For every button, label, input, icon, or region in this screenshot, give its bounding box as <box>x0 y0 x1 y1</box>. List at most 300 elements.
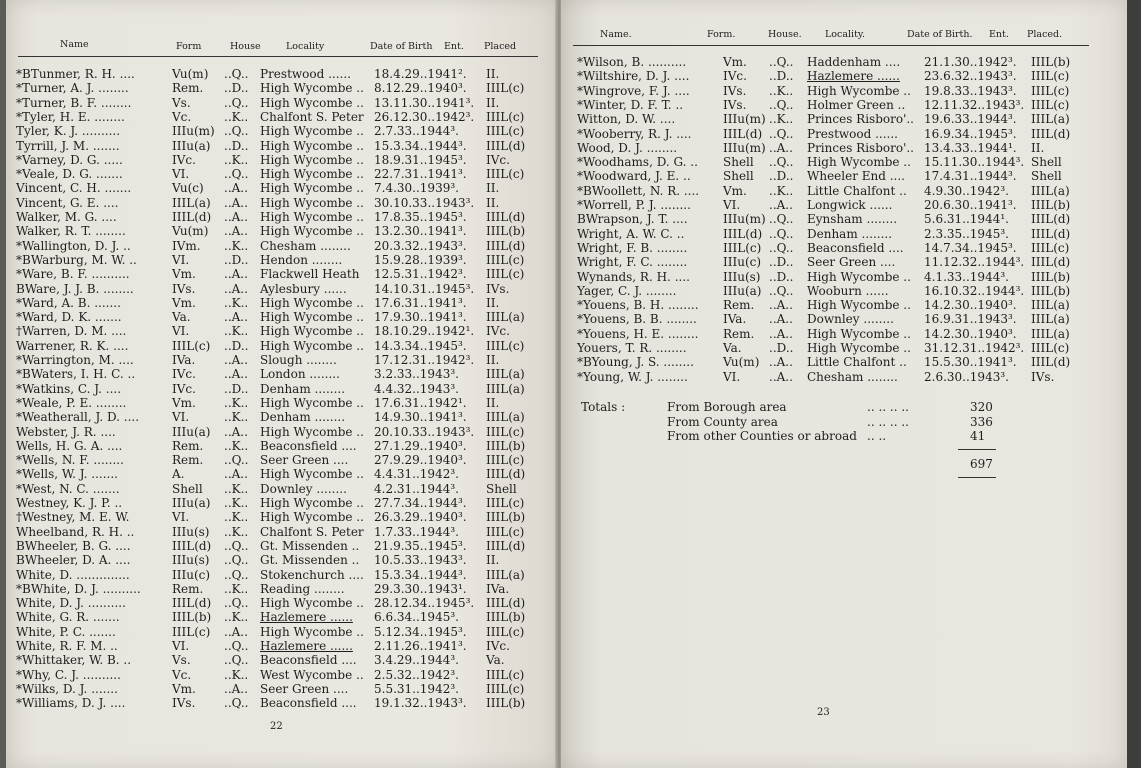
table-row <box>16 396 546 410</box>
cell-house: ..Q.. <box>224 124 249 139</box>
cell-placed: IIIL(b) <box>486 696 526 711</box>
cell-placed: II. <box>486 395 500 410</box>
cell-house: ..K.. <box>224 438 249 453</box>
cell-house: ..Q.. <box>769 226 794 241</box>
table-row <box>577 69 1107 83</box>
cell-form: IIIu(m) <box>723 140 766 155</box>
cell-form: IIIL(c) <box>723 240 762 255</box>
cell-dob-ent: 10.5.33..1943³. <box>374 553 467 568</box>
cell-locality: Gt. Missenden .. <box>260 553 360 568</box>
cell-locality: Little Chalfont .. <box>807 355 907 370</box>
cell-name: *Veale, D. G. ....... <box>16 167 123 182</box>
table-row <box>16 525 546 539</box>
cell-locality: High Wycombe .. <box>807 341 911 355</box>
cell-name: *Woodward, J. E. .. <box>577 169 691 184</box>
cell-house: ..D.. <box>224 338 249 353</box>
cell-house: ..D.. <box>769 269 794 284</box>
cell-house: ..A.. <box>769 298 793 313</box>
totals-line <box>667 429 1017 444</box>
table-row <box>16 210 546 224</box>
table-row <box>577 141 1107 155</box>
cell-placed: Shell <box>486 481 517 496</box>
cell-form: Vm. <box>723 183 747 198</box>
cell-house: ..Q.. <box>224 538 249 553</box>
cell-name: White, D. J. .......... <box>16 596 126 611</box>
table-row <box>16 682 546 696</box>
cell-name: *Turner, A. J. ........ <box>16 81 129 96</box>
cell-dob-ent: 18.10.29..1942¹. <box>374 324 475 339</box>
cell-locality: Chalfont S. Peter <box>260 109 364 124</box>
cell-house: ..A.. <box>769 198 793 212</box>
cell-form: Vm. <box>172 395 196 410</box>
header-locality: Locality <box>286 41 325 52</box>
cell-locality: Prestwood ...... <box>807 126 898 141</box>
cell-house: ..A.. <box>769 140 793 155</box>
cell-form: VI. <box>172 639 190 653</box>
cell-dob-ent: 3.4.29..1944³. <box>374 653 459 668</box>
cell-name: Wells, H. G. A. .... <box>16 438 123 453</box>
table-row <box>16 96 546 110</box>
table-row <box>16 124 546 138</box>
cell-dob-ent: 4.1.33..1944³. <box>924 269 1009 284</box>
cell-dob-ent: 30.10.33..1943³. <box>374 195 475 210</box>
cell-placed: IIIL(c) <box>486 453 525 468</box>
cell-locality: Wheeler End .... <box>807 169 905 184</box>
cell-name: *BWaters, I. H. C. .. <box>16 367 136 382</box>
cell-name: *Ware, B. F. .......... <box>16 267 130 282</box>
cell-house: ..Q.. <box>224 696 249 711</box>
cell-locality: Longwick ...... <box>807 198 893 212</box>
cell-locality: Haddenham .... <box>807 55 901 69</box>
cell-placed: IVs. <box>1031 369 1055 384</box>
table-row <box>16 110 546 124</box>
cell-locality: High Wycombe .. <box>260 624 364 639</box>
cell-house: ..Q.. <box>769 240 794 255</box>
cell-locality: Wooburn ...... <box>807 283 889 298</box>
cell-house: ..A.. <box>224 353 248 367</box>
table-row <box>16 568 546 582</box>
cell-form: Rem. <box>172 581 204 596</box>
cell-name: Witton, D. W. .... <box>577 112 676 127</box>
cell-form: IVc. <box>172 381 196 396</box>
cell-locality: Stokenchurch .... <box>260 567 364 582</box>
cell-dob-ent: 19.1.32..1943³. <box>374 696 467 711</box>
cell-placed: IIIL(d) <box>486 538 526 553</box>
cell-name: *Wells, W. J. ....... <box>16 467 118 482</box>
totals-rule-bottom <box>958 477 996 478</box>
cell-placed: IIIL(d) <box>1031 212 1071 227</box>
cell-dob-ent: 17.8.35..1945³. <box>374 210 467 224</box>
cell-name: Wright, F. C. ........ <box>577 255 688 270</box>
cell-locality: Prestwood ...... <box>260 67 351 81</box>
cell-name: *Weale, P. E. ........ <box>16 395 127 410</box>
table-row <box>16 410 546 424</box>
cell-form: Rem. <box>723 298 755 313</box>
cell-dob-ent: 27.7.34..1944³. <box>374 496 467 510</box>
cell-placed: IIIL(d) <box>486 138 526 153</box>
cell-house: ..Q.. <box>769 55 794 69</box>
table-row <box>16 310 546 324</box>
cell-form: VI. <box>172 167 190 182</box>
page-number-right: 23 <box>817 707 830 718</box>
cell-house: ..A.. <box>224 624 248 639</box>
cell-locality: Chesham ........ <box>260 238 351 253</box>
cell-house: ..K.. <box>224 667 249 682</box>
cell-house: ..K.. <box>224 581 249 596</box>
cell-placed: IIIL(b) <box>1031 283 1071 298</box>
cell-house: ..K.. <box>224 481 249 496</box>
cell-name: *BWhite, D. J. .......... <box>16 581 141 596</box>
cell-house: ..Q.. <box>224 553 249 568</box>
header-house: House. <box>768 29 802 40</box>
cell-dob-ent: 8.12.29..1940³. <box>374 81 467 96</box>
cell-dob-ent: 17.6.31..1942¹. <box>374 395 467 410</box>
cell-placed: IIIL(d) <box>1031 355 1071 370</box>
cell-placed: IIIL(c) <box>486 338 525 353</box>
cell-name: *Youens, B. B. ........ <box>577 312 697 327</box>
cell-name: *Turner, B. F. ........ <box>16 95 132 110</box>
totals-line <box>667 415 1017 430</box>
cell-house: ..D.. <box>224 381 249 396</box>
cell-locality: High Wycombe .. <box>260 167 364 182</box>
cell-house: ..D.. <box>769 69 794 84</box>
table-row <box>577 255 1107 269</box>
cell-locality: High Wycombe .. <box>807 298 911 313</box>
cell-form: VI. <box>172 510 190 525</box>
cell-form: Vc. <box>172 109 192 124</box>
totals-dots: .. .. .. .. <box>867 400 909 414</box>
cell-house: ..A.. <box>769 326 793 341</box>
cell-dob-ent: 20.6.30..1941³. <box>924 198 1017 212</box>
cell-dob-ent: 12.5.31..1942³. <box>374 267 467 282</box>
cell-name: *Wooberry, R. J. .... <box>577 126 692 141</box>
cell-name: *Worrell, P. J. ........ <box>577 198 691 212</box>
cell-placed: Shell <box>1031 169 1062 184</box>
cell-placed: IIIL(a) <box>1031 112 1070 127</box>
cell-dob-ent: 28.12.34..1945³. <box>374 596 475 611</box>
cell-locality: Aylesbury ...... <box>260 281 347 296</box>
cell-name: *Williams, D. J. .... <box>16 696 126 711</box>
cell-name: *BWoollett, N. R. .... <box>577 183 700 198</box>
cell-name: BWheeler, B. G. .... <box>16 538 131 553</box>
cell-house: ..A.. <box>769 369 793 384</box>
header-dob: Date of Birth <box>370 41 433 52</box>
cell-dob-ent: 2.7.33..1944³. <box>374 124 459 139</box>
table-row <box>16 539 546 553</box>
cell-placed: IIIL(c) <box>486 496 525 510</box>
cell-form: IIIL(c) <box>172 338 211 353</box>
cell-locality: High Wycombe .. <box>260 195 364 210</box>
cell-locality: Princes Risboro'.. <box>807 112 914 127</box>
cell-form: Rem. <box>172 81 204 96</box>
header-name: Name <box>60 39 89 50</box>
cell-form: Vu(c) <box>172 181 204 196</box>
table-row <box>16 439 546 453</box>
cell-house: ..K.. <box>224 395 249 410</box>
cell-locality: Seer Green .... <box>260 681 349 696</box>
cell-dob-ent: 3.2.33..1943³. <box>374 367 459 382</box>
cell-form: IIIu(a) <box>172 424 211 439</box>
table-row <box>16 467 546 481</box>
cell-form: IVc. <box>172 152 196 167</box>
cell-form: IIIu(a) <box>723 283 762 298</box>
cell-dob-ent: 11.12.32..1944³. <box>924 255 1025 270</box>
cell-house: ..Q.. <box>769 212 794 227</box>
cell-house: ..A.. <box>224 681 248 696</box>
cell-locality: Seer Green .... <box>807 255 896 270</box>
cell-placed: IIIL(c) <box>486 252 525 267</box>
cell-form: Vc. <box>172 667 192 682</box>
cell-placed: IIIL(d) <box>486 596 526 611</box>
cell-name: BWrapson, J. T. .... <box>577 212 688 227</box>
cell-locality: High Wycombe .. <box>260 224 364 239</box>
cell-placed: IIIL(c) <box>486 109 525 124</box>
cell-locality: Flackwell Heath <box>260 267 360 282</box>
table-row <box>577 370 1107 384</box>
cell-locality: High Wycombe .. <box>260 338 364 353</box>
cell-name: Yager, C. J. ........ <box>577 283 677 298</box>
cell-dob-ent: 29.3.30..1943¹. <box>374 581 467 596</box>
table-row <box>16 239 546 253</box>
cell-placed: IVc. <box>486 152 510 167</box>
cell-dob-ent: 14.9.30..1941³. <box>374 410 467 425</box>
cell-dob-ent: 26.3.29..1940³. <box>374 510 467 525</box>
header-name: Name. <box>600 29 632 40</box>
cell-form: IVs. <box>723 97 747 112</box>
cell-dob-ent: 18.9.31..1945³. <box>374 152 467 167</box>
cell-form: IVs. <box>172 281 196 296</box>
cell-house: ..D.. <box>769 341 794 355</box>
cell-form: IVs. <box>723 83 747 98</box>
cell-locality: High Wycombe .. <box>807 269 911 284</box>
cell-form: Vm. <box>172 295 196 310</box>
header-rule <box>573 45 1089 46</box>
cell-placed: IIIL(b) <box>486 510 526 525</box>
cell-form: A. <box>172 467 185 482</box>
cell-locality: High Wycombe .. <box>260 152 364 167</box>
cell-name: Webster, J. R. .... <box>16 424 116 439</box>
cell-dob-ent: 2.3.35..1945³. <box>924 226 1009 241</box>
cell-house: ..K.. <box>769 83 794 98</box>
table-row <box>16 267 546 281</box>
cell-house: ..K.. <box>224 238 249 253</box>
cell-placed: IIIL(c) <box>1031 341 1070 355</box>
cell-form: IIIu(s) <box>172 553 210 568</box>
cell-form: Va. <box>172 310 191 325</box>
cell-name: *Watkins, C. J. .... <box>16 381 122 396</box>
table-row <box>16 425 546 439</box>
table-row <box>577 198 1107 212</box>
cell-name: *Tyler, H. E. ........ <box>16 109 125 124</box>
background-edge <box>1127 0 1141 768</box>
cell-name: *Wells, N. F. ........ <box>16 453 124 468</box>
cell-dob-ent: 13.4.33..1944¹. <box>924 140 1017 155</box>
cell-placed: IIIL(b) <box>486 610 526 625</box>
table-row <box>16 282 546 296</box>
cell-placed: IIIL(d) <box>1031 255 1071 270</box>
cell-locality: High Wycombe .. <box>260 124 364 139</box>
table-row <box>16 639 546 653</box>
cell-placed: IIIL(c) <box>1031 97 1070 112</box>
cell-form: IIIL(b) <box>172 610 212 625</box>
cell-locality: Princes Risboro'.. <box>807 140 914 155</box>
cell-name: *Wilks, D. J. ....... <box>16 681 118 696</box>
cell-house: ..Q.. <box>224 653 249 668</box>
cell-name: *BWarburg, M. W. .. <box>16 252 137 267</box>
table-row <box>16 139 546 153</box>
cell-dob-ent: 1.7.33..1944³. <box>374 524 459 539</box>
cell-dob-ent: 19.8.33..1943³. <box>924 83 1017 98</box>
cell-house: ..Q.. <box>224 639 249 653</box>
table-row <box>577 270 1107 284</box>
cell-locality: High Wycombe .. <box>260 324 364 339</box>
header-locality: Locality. <box>825 29 866 40</box>
cell-name: *Wiltshire, D. J. .... <box>577 69 690 84</box>
cell-dob-ent: 21.1.30..1942³. <box>924 55 1017 69</box>
cell-placed: IIIL(b) <box>1031 269 1071 284</box>
table-row <box>16 167 546 181</box>
cell-form: VI. <box>172 252 190 267</box>
header-placed: Placed <box>484 41 517 52</box>
table-row <box>16 367 546 381</box>
table-row <box>16 67 546 81</box>
cell-form: Rem. <box>723 326 755 341</box>
cell-form: IVm. <box>172 238 201 253</box>
cell-house: ..Q.. <box>769 126 794 141</box>
cell-locality: Holmer Green .. <box>807 97 906 112</box>
cell-name: *BTunmer, R. H. .... <box>16 67 135 81</box>
cell-name: Wynands, R. H. .... <box>577 269 690 284</box>
cell-placed: II. <box>1031 140 1045 155</box>
table-row <box>16 81 546 95</box>
cell-name: Tyler, K. J. .......... <box>16 124 121 139</box>
cell-placed: IVc. <box>486 324 510 339</box>
cell-name: *Wallington, D. J. .. <box>16 238 131 253</box>
cell-locality: High Wycombe .. <box>260 596 364 611</box>
table-row <box>16 153 546 167</box>
cell-name: *Wingrove, F. J. .... <box>577 83 690 98</box>
cell-dob-ent: 23.6.32..1943³. <box>924 69 1017 84</box>
cell-locality: Hazlemere ...... <box>260 639 353 653</box>
cell-name: *Ward, A. B. ....... <box>16 295 121 310</box>
cell-house: ..A.. <box>769 312 793 327</box>
header-rule <box>18 56 538 57</box>
cell-placed: IVs. <box>486 281 510 296</box>
cell-dob-ent: 14.10.31..1945³. <box>374 281 475 296</box>
cell-name: White, P. C. ....... <box>16 624 116 639</box>
header-placed: Placed. <box>1027 29 1063 40</box>
cell-placed: IVc. <box>486 639 510 653</box>
cell-placed: Va. <box>486 653 505 668</box>
cell-placed: IIIL(a) <box>486 410 525 425</box>
cell-locality: Little Chalfont .. <box>807 183 907 198</box>
cell-form: IIIL(d) <box>723 126 763 141</box>
table-row <box>16 382 546 396</box>
table-row <box>16 196 546 210</box>
right-page <box>561 0 1127 768</box>
cell-placed: II. <box>486 195 500 210</box>
cell-form: VI. <box>172 324 190 339</box>
header-dob: Date of Birth. <box>907 29 973 40</box>
cell-locality: Denham ........ <box>260 410 346 425</box>
cell-placed: IIIL(d) <box>1031 126 1071 141</box>
cell-form: IVs. <box>172 696 196 711</box>
cell-form: Shell <box>172 481 203 496</box>
table-row <box>16 553 546 567</box>
cell-locality: Hazlemere ...... <box>807 69 900 84</box>
cell-form: IIIL(a) <box>172 195 211 210</box>
cell-form: IIIu(s) <box>723 269 761 284</box>
table-row <box>577 155 1107 169</box>
cell-name: *Woodhams, D. G. .. <box>577 155 698 170</box>
table-row <box>577 84 1107 98</box>
table-row <box>16 353 546 367</box>
table-row <box>577 327 1107 341</box>
cell-house: ..A.. <box>224 367 248 382</box>
cell-house: ..K.. <box>769 183 794 198</box>
cell-locality: High Wycombe .. <box>260 81 364 96</box>
cell-placed: IIIL(d) <box>486 210 526 224</box>
cell-form: IIIL(c) <box>172 624 211 639</box>
cell-name: White, R. F. M. .. <box>16 639 118 653</box>
cell-dob-ent: 2.11.26..1941³. <box>374 639 467 653</box>
cell-locality: High Wycombe .. <box>260 95 364 110</box>
cell-locality: Beaconsfield .... <box>260 696 357 711</box>
cell-locality: Denham ........ <box>260 381 346 396</box>
cell-form: Va. <box>723 341 742 355</box>
cell-placed: II. <box>486 181 500 196</box>
table-row <box>16 596 546 610</box>
cell-locality: High Wycombe .. <box>807 83 911 98</box>
cell-placed: II. <box>486 353 500 367</box>
cell-name: Walker, M. G. .... <box>16 210 117 224</box>
cell-form: Shell <box>723 169 754 184</box>
table-row <box>577 227 1107 241</box>
cell-placed: IIIL(c) <box>486 424 525 439</box>
cell-dob-ent: 6.6.34..1945³. <box>374 610 459 625</box>
cell-dob-ent: 17.9.30..1941³. <box>374 310 467 325</box>
cell-dob-ent: 27.1.29..1940³. <box>374 438 467 453</box>
cell-dob-ent: 13.2.30..1941³. <box>374 224 467 239</box>
cell-name: *Youens, B. H. ........ <box>577 298 699 313</box>
table-row <box>16 181 546 195</box>
table-row <box>16 510 546 524</box>
table-row <box>16 339 546 353</box>
cell-placed: IIIL(c) <box>486 167 525 182</box>
cell-dob-ent: 2.6.30..1943³. <box>924 369 1009 384</box>
cell-dob-ent: 16.9.31..1943³. <box>924 312 1017 327</box>
cell-locality: Hazlemere ...... <box>260 610 353 625</box>
cell-form: IIIu(c) <box>172 567 211 582</box>
cell-form: Vm. <box>723 55 747 69</box>
cell-locality: High Wycombe .. <box>260 395 364 410</box>
cell-house: ..A.. <box>224 195 248 210</box>
table-row <box>16 653 546 667</box>
cell-placed: IIIL(a) <box>486 381 525 396</box>
cell-form: IIIu(a) <box>172 496 211 510</box>
table-row <box>577 127 1107 141</box>
cell-house: ..K.. <box>224 295 249 310</box>
totals-value: 41 <box>970 429 986 443</box>
cell-name: *Weatherall, J. D. .... <box>16 410 140 425</box>
cell-house: ..A.. <box>224 181 248 196</box>
cell-form: Vu(m) <box>172 224 209 239</box>
cell-house: ..Q.. <box>224 567 249 582</box>
cell-placed: IIIL(c) <box>486 624 525 639</box>
cell-name: *BYoung, J. S. ........ <box>577 355 694 370</box>
cell-dob-ent: 14.7.34..1945³. <box>924 240 1017 255</box>
cell-name: Warrener, R. K. .... <box>16 338 129 353</box>
